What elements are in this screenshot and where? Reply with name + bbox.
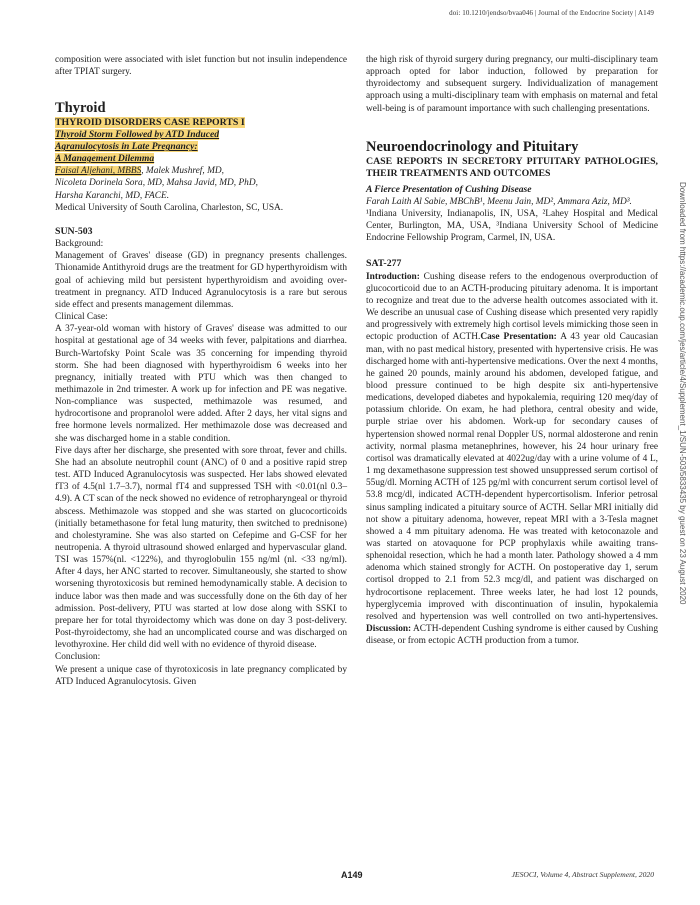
clinical-case-text: A 37-year-old woman with history of Graves' disease was admitted to our hospital at gestational age of 34 weeks with fever, palpitations and diarrhea. Burch-Wartofsky Point Scale was 35 concerning for impending thyroid storm. She had been diagnosed with hyperthyroidism 6 weeks into her pregnancy, initially treated with PTU which was then changed to methimazole in 2nd trimester. A work up for infection and PE was negative. Non-compliance was suspected, methimazole was resumed, and hydrocortisone and propranolol were added. After 2 days, her vital signs and free hormone levels normalized. Her methimazole dose was decreased and she was discharged home in a stable condition. [55, 324, 347, 444]
continued-text: composition were associated with islet function but not insulin independence after TPIAT surgery. [55, 55, 347, 78]
journal-footer: JESOCI, Volume 4, Abstract Supplement, 2020 [511, 870, 654, 879]
continued-text: the high risk of thyroid surgery during pregnancy, our multi-disciplinary team approach opted for labor induction, followed by preparation for thyroidectomy and subsequent surgery. Individualization of management approach using a multi-disciplinary team with emphasis on maternal and fetal well-being is of paramount importance with such challenging presentations. [366, 55, 658, 114]
abstract-title: Thyroid Storm Followed by ATD Induced Agranulocytosis in Late Pregnancy: A Management Dilemma [55, 129, 220, 165]
author-list: Farah Laith Al Sabie, MBChB¹, Meenu Jain, MD², Ammara Aziz, MD³. [366, 196, 632, 207]
running-header: doi: 10.1210/jendso/bvaa046 | Journal of the Endocrine Society | A149 [449, 9, 654, 17]
session-title: THYROID DISORDERS CASE REPORTS I [55, 117, 245, 129]
background-label: Background: [55, 239, 104, 250]
section-heading: Neuroendocrinology and Pituitary [366, 138, 579, 155]
conclusion-text: We present a unique case of thyrotoxicosis in late pregnancy complicated by ATD Induced Agranulocytosis. Given [55, 664, 347, 687]
right-column [366, 54, 658, 647]
conclusion-label: Conclusion: [55, 652, 101, 663]
clinical-case-text-2: Five days after her discharge, she presented with sore throat, fever and chills. She had an absolute neutrophil count (ANC) of 0 and a positive rapid strep test. ATD Induced Agranulocytosis was suspected. Her labs showed elevated fT3 of 4.5(nl 1.7–3.7), normal fT4 and suppressed TSH with <0.01(nl 0.3–4.9). A CT scan of the neck showed no evidence of retropharyngeal or thyroid abscess. Methimazole was stopped and she was started on glucocorticoids (initially betamethasone for fetal lung maturity, then switched to prednisone) and cholestyramine. She was also started on Cefepime and G-CSF for her neutropenia. A thyroid ultrasound showed enlarged and hypervascular gland. TSI was 157%(nl. <122%), and thyroglobulin 155 ng/ml (nl. <33 ng/ml). After 4 days, her ANC started to recover. Simultaneously, she started to show worsening thyrotoxicosis but remined hemodynamically stable. A decision to induce labor was then made and was successfully done on the 6th day of her admission. Post-delivery, PTU was started at low dose along with SSKI to prepare her for total thyroidectomy which was done on day 3 post-delivery. Post-thyroidectomy, she had an uncomplicated course and was discharged on levothyroxine. Her child did well with no evidence of thyroid disease. [55, 445, 347, 651]
download-watermark: Downloaded from https://academic.oup.com/jes/article/4/Supplement_1/SUN-503/5833435 by guest on 23 August 2020 [678, 182, 687, 605]
abstract-title: A Fierce Presentation of Cushing Disease [366, 183, 532, 195]
abstract-id: SUN-503 [55, 225, 93, 237]
page-number: A149 [341, 870, 363, 880]
clinical-case-label: Clinical Case: [55, 312, 108, 323]
section-heading: Thyroid [55, 100, 106, 117]
abstract-id: SAT-277 [366, 258, 402, 270]
affiliation: Medical University of South Carolina, Charleston, SC, USA. [55, 202, 284, 213]
background-text: Management of Graves' disease (GD) in pregnancy presents challenges. Thionamide Antithyroid drugs are the treatment for GD hyperthyroidism with goal of achieving mild but persistent hyperthyroidism and avoiding over-treatment in pregnancy. ATD Induced Agranulocytosis is a rare but serous side effect and presents management dilemmas. [55, 251, 347, 310]
session-title: CASE REPORTS IN SECRETORY PITUITARY PATHOLOGIES, THEIR TREATMENTS AND OUTCOMES [366, 155, 658, 179]
affiliation: ¹Indiana University, Indianapolis, IN, USA, ²Lahey Hospital and Medical Center, Burlington, MA, USA, ³Indiana University School of Medicine Endocrine Fellowship Program, Carmel, IN, USA. [366, 208, 658, 244]
abstract-body: Introduction: Cushing disease refers to the endogenous overproduction of glucocorticoid due to an ACTH-producing pituitary adenoma. It is important to recognize and treat due to the adverse health outcomes associated with it. We describe an unusual case of Cushing disease which presented very rapidly and progressively with extremely high cortisol levels mimicking those seen in ectopic production of ACTH.Case Presentation: A 43 year old Caucasian man, with no past medical history, presented with hypertensive crisis. He was discharged home with anti-hypertensive medications. Over the next 4 months, he gained 20 pounds, mainly around his abdomen, developed fatigue, and blood pressure continued to be high despite six anti-hypertensive medications, developed diabetes and hypokalemia, requiring 120 meq/day of potassium chloride. On exam, he had plethora, central obesity and wide, purple striae over his abdomen. Work-up for secondary causes of hypertension showed normal renal Doppler US, normal aldosterone and renin activity, normal plasma metanephrines, however, his 24 hour urinary free cortisol was dramatically elevated at 4022ug/day with a urine volume of 4 L, 1 mg dexamethasone suppression test showed unsuppressed serum cortisol of 55ug/dl. Morning ACTH of 125 pg/ml with concurrent serum cortisol level of 53.8 mcg/dl, indicated ACTH-dependent hypercortisolism. Inferior petrosal sinus sampling indicated a pituitary source of ACTH. Sellar MRI initially did not show a pituitary adenoma, however, repeat MRI with a 3-Tesla magnet showed a 4 mm pituitary adenoma. He was treated with ketoconazole and was started on atovaquone for PCP prophylaxis while awaiting trans-sphenoidal resection, which he had a month later. Pathology showed a 4 mm adenoma which stained strongly for ACTH. On postoperative day 1, serum cortisol dropped to 2.1 from 52.3 mcg/dl, and patient was discharged on hydrocortisone replacement. Three weeks later, he had lost 12 pounds, hyperglycemia improved with discontinuation of insulin, hypokalemia resolved and hypertension was well controlled on two anti-hypertensives. Discussion: ACTH-dependent Cushing syndrome is either caused by Cushing disease, or from ectopic ACTH production from a tumor. [366, 271, 658, 647]
left-column [55, 54, 347, 688]
author-list: Faisal Aljehani, MBBS, Malek Mushref, MD, Nicoleta Dorinela Sora, MD, Mahsa Javid, MD, PhD, Harsha Karanchi, MD, FACE. [55, 166, 258, 201]
